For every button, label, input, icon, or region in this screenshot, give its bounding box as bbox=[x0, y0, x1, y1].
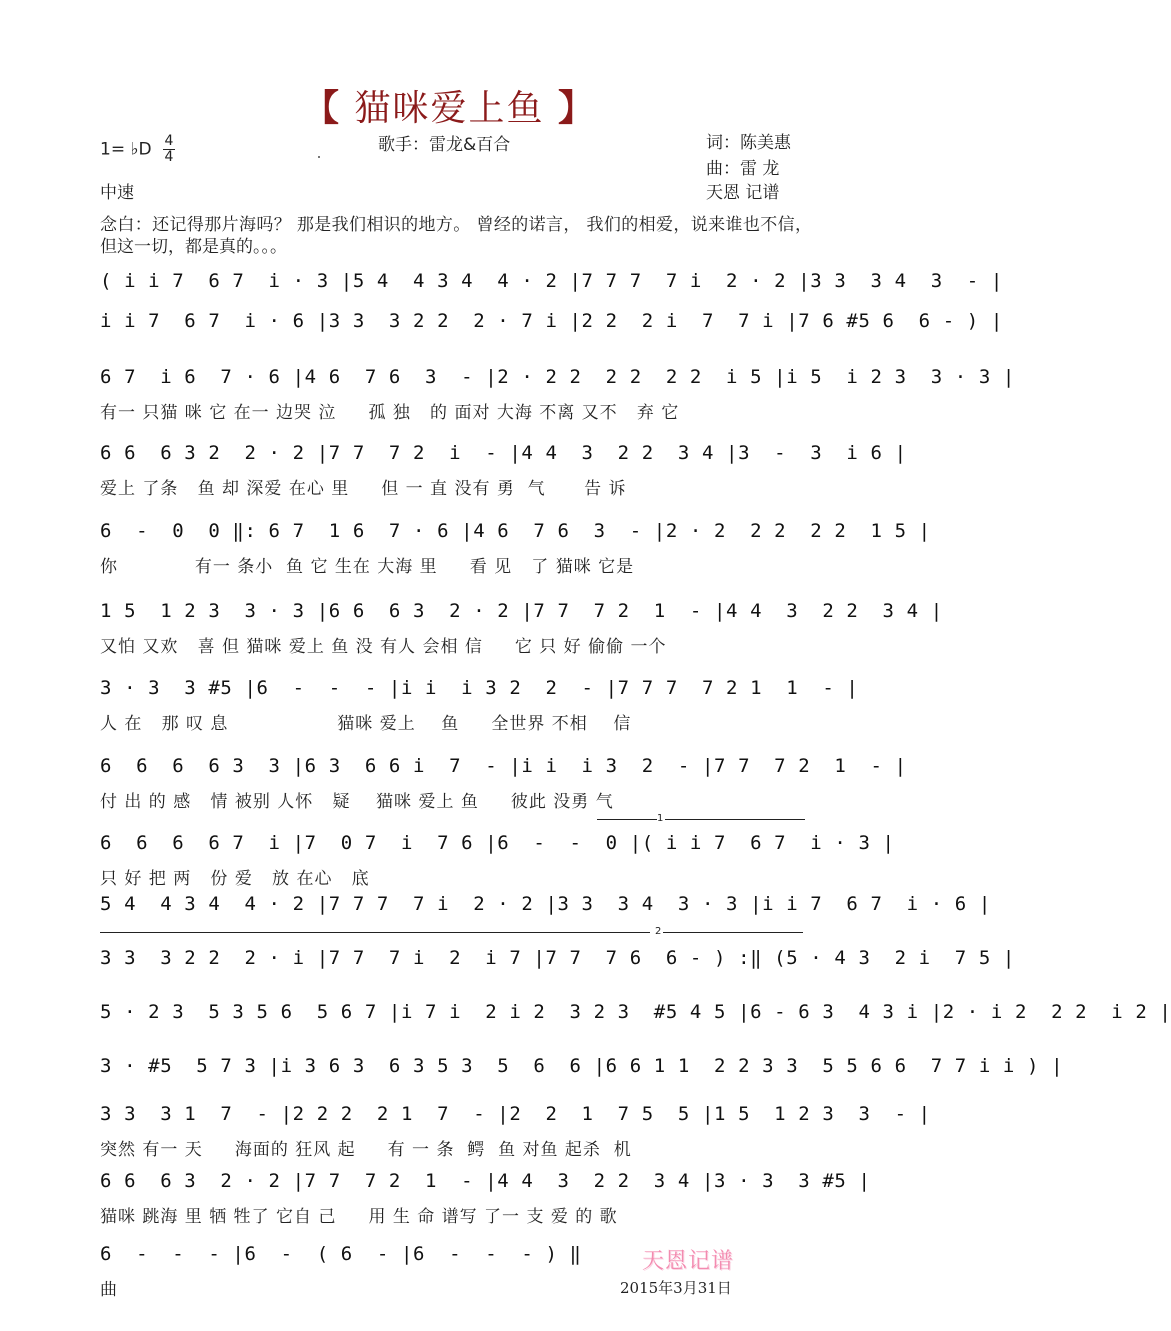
lyrics-line: 猫咪 跳海 里 牺 牲了 它自 己 用 生 命 谱写 了一 支 爱 的 歌 bbox=[100, 1207, 618, 1227]
tempo-marking: 中速 bbox=[100, 183, 134, 203]
key-signature bbox=[100, 135, 175, 164]
notation-line: 6 6 6 3 2 · 2 |7 7 7 2 1 - |4 4 3 2 2 3 4 |3 · 3 3 #5 | bbox=[100, 1170, 871, 1192]
lyrics-line: 爱上 了条 鱼 却 深爱 在心 里 但 一 直 没有 勇 气 告 诉 bbox=[100, 479, 627, 499]
title-text: 猫咪爱上鱼 bbox=[354, 88, 545, 129]
singer-credit: 歌手：雷龙&百合 bbox=[378, 135, 511, 155]
lyricist-credit: 词：陈美惠 bbox=[706, 133, 791, 153]
notation-line: 3 3 3 2 2 2 · i |7 7 7 i 2 i 7 |7 7 7 6 6 - ) :‖ (5 · 4 3 2 i 7 5 | bbox=[100, 947, 1015, 969]
notation-line: ( i i 7 6 7 i · 3 |5 4 4 3 4 4 · 2 |7 7 7 7 i 2 · 2 |3 3 3 4 3 - | bbox=[100, 270, 1003, 292]
song-title bbox=[0, 80, 899, 131]
lyrics-line: 只 好 把 两 份 爱 放 在心 底 bbox=[100, 869, 370, 889]
key-prefix: 1= ♭D bbox=[100, 139, 152, 160]
notation-line: 6 - - - |6 - ( 6 - |6 - - - ) ‖ bbox=[100, 1243, 582, 1265]
transcriber-stamp: 天恩记谱 bbox=[642, 1249, 735, 1274]
notation-line: 6 - 0 0 ‖: 6 7 1 6 7 · 6 |4 6 7 6 3 - |2 · 2 2 2 2 2 1 5 | bbox=[100, 520, 931, 542]
lyrics-line: 人 在 那 叹 息 猫咪 爱上 鱼 全世界 不相 信 bbox=[100, 714, 632, 734]
time-denominator: 4 bbox=[164, 149, 174, 165]
lyrics-line: 有一 只猫 咪 它 在一 边哭 泣 孤 独 的 面对 大海 不离 又不 弃 它 bbox=[100, 403, 680, 423]
lyrics-line: 付 出 的 感 情 被别 人怀 疑 猫咪 爱上 鱼 彼此 没勇 气 bbox=[100, 792, 614, 812]
lyrics-line: 你 有一 条小 鱼 它 生在 大海 里 看 见 了 猫咪 它是 bbox=[100, 557, 635, 577]
time-numerator: 4 bbox=[164, 133, 174, 149]
notation-line: 3 · #5 5 7 3 |i 3 6 3 6 3 5 3 5 6 6 |6 6 1 1 2 2 3 3 5 5 6 6 7 7 i i ) | bbox=[100, 1055, 1064, 1077]
notation-line: 6 6 6 6 7 i |7 0 7 i 7 6 |6 - - 0 |( i i 7 6 7 i · 3 | bbox=[100, 832, 895, 854]
notation-line: i i 7 6 7 i · 6 |3 3 3 2 2 2 · 7 i |2 2 2 i 7 7 i |7 6 #5 6 6 - ) | bbox=[100, 310, 1003, 332]
transcription-date: 2015年3月31日 bbox=[620, 1279, 732, 1297]
volta-first-label: 1 bbox=[657, 813, 664, 824]
notation-line: 6 6 6 6 3 3 |6 3 6 6 i 7 - |i i i 3 2 - |7 7 7 2 1 - | bbox=[100, 755, 907, 777]
lyrics-line: 突然 有一 天 海面的 狂风 起 有 一 条 鳄 鱼 对鱼 起杀 机 bbox=[100, 1140, 632, 1160]
transcriber-credit: 天恩 记谱 bbox=[706, 183, 780, 203]
notation-line: 6 6 6 3 2 2 · 2 |7 7 7 2 i - |4 4 3 2 2 3 4 |3 - 3 i 6 | bbox=[100, 442, 907, 464]
notation-line: 5 4 4 3 4 4 · 2 |7 7 7 7 i 2 · 2 |3 3 3 4 3 · 3 |i i 7 6 7 i · 6 | bbox=[100, 893, 991, 915]
stray-dot bbox=[318, 156, 320, 158]
lyrics-line: 曲 bbox=[100, 1280, 118, 1300]
time-signature bbox=[163, 135, 175, 164]
composer-credit: 曲：雷 龙 bbox=[706, 159, 780, 179]
notation-line: 3 · 3 3 #5 |6 - - - |i i i 3 2 2 - |7 7 7 7 2 1 1 - | bbox=[100, 677, 859, 699]
notation-line: 3 3 3 1 7 - |2 2 2 2 1 7 - |2 2 1 7 5 5 |1 5 1 2 3 3 - | bbox=[100, 1103, 931, 1125]
narration-text: 念白：还记得那片海吗？ 那是我们相识的地方。 曾经的诺言， 我们的相爱，说来谁也不信，但这一切，都是真的。。。 bbox=[100, 215, 812, 257]
title-bracket-close: 】 bbox=[557, 88, 596, 129]
notation-line: 6 7 i 6 7 · 6 |4 6 7 6 3 - |2 · 2 2 2 2 2 2 i 5 |i 5 i 2 3 3 · 3 | bbox=[100, 366, 1015, 388]
notation-line: 5 · 2 3 5 3 5 6 5 6 7 |i 7 i 2 i 2 3 2 3 #5 4 5 |6 - 6 3 4 3 i |2 · i 2 2 2 i 2 | bbox=[100, 1001, 1171, 1023]
notation-line: 1 5 1 2 3 3 · 3 |6 6 6 3 2 · 2 |7 7 7 2 1 - |4 4 3 2 2 3 4 | bbox=[100, 600, 943, 622]
lyrics-line: 又怕 又欢 喜 但 猫咪 爱上 鱼 没 有人 会相 信 它 只 好 偷偷 一个 bbox=[100, 637, 667, 657]
volta-second-label: 2 bbox=[655, 926, 662, 937]
title-bracket-open: 【 bbox=[303, 88, 342, 129]
